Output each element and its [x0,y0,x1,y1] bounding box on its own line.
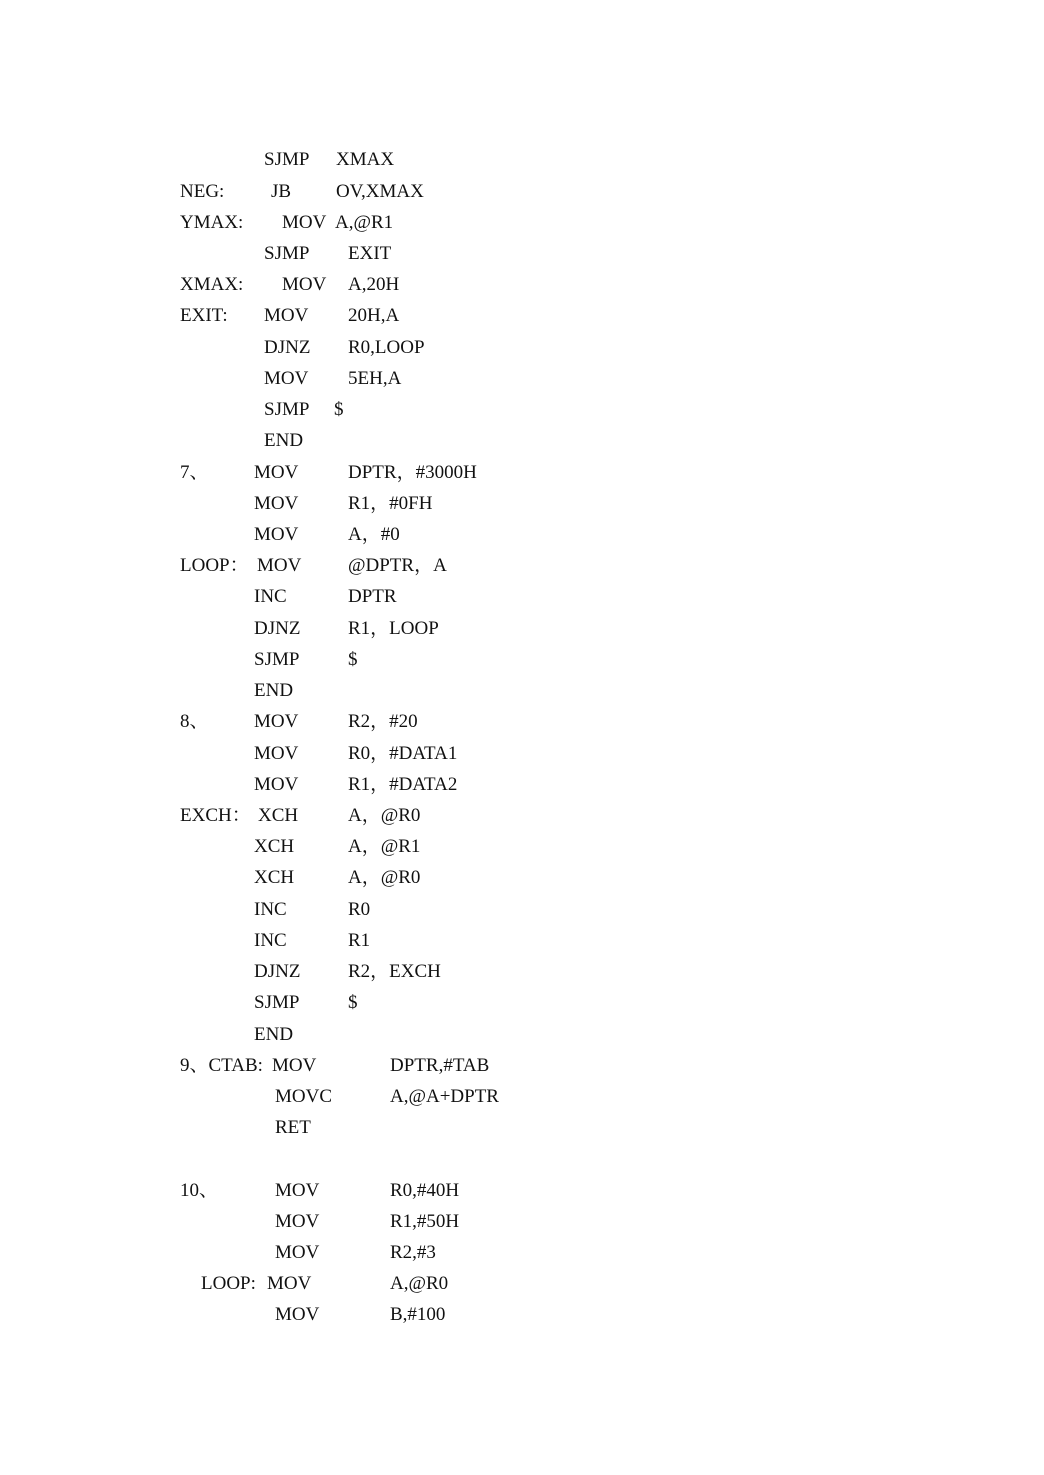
code-opcode: XCH [258,805,299,826]
code-line [0,1023,294,1047]
code-operand: R2，#20 [348,711,418,732]
code-operand: 20H,A [348,305,400,326]
code-operand: DPTR，#3000H [348,462,477,483]
code-opcode: END [254,1024,294,1045]
code-operand: R0 [348,899,371,920]
code-label: EXIT: [180,305,228,326]
code-line [0,1179,460,1203]
code-line [0,273,400,297]
code-opcode: MOV [264,305,309,326]
code-label: 9、CTAB: [180,1055,263,1076]
code-operand: B,#100 [390,1304,446,1325]
code-opcode: MOV [267,1273,312,1294]
code-opcode: MOV [254,711,299,732]
code-operand: $ [348,649,358,670]
code-operand: R1,#50H [390,1211,460,1232]
code-line [0,461,477,485]
code-line [0,991,358,1015]
code-line [0,1054,490,1078]
code-opcode: INC [254,899,287,920]
code-line [0,710,418,734]
code-operand: A，@R1 [348,836,421,857]
code-line [0,866,421,890]
code-label: 10、 [180,1180,219,1201]
code-line [0,1303,446,1327]
code-operand: EXIT [348,243,392,264]
code-operand: DPTR,#TAB [390,1055,490,1076]
code-opcode: MOVC [275,1086,333,1107]
code-operand: A,@R1 [335,212,394,233]
code-line [0,492,433,516]
code-line [0,398,344,422]
code-line [0,1241,436,1265]
code-line [0,929,371,953]
code-opcode: MOV [254,462,299,483]
code-line [0,211,394,235]
code-opcode: MOV [254,524,299,545]
code-label: YMAX: [180,212,244,233]
code-opcode: MOV [275,1180,320,1201]
code-operand: @DPTR，A [348,555,447,576]
code-operand: A，@R0 [348,805,421,826]
code-line [0,585,397,609]
code-opcode: MOV [275,1242,320,1263]
code-label: LOOP： [180,555,249,576]
code-operand: R0，#DATA1 [348,743,458,764]
code-opcode: JB [271,181,292,202]
code-line [0,742,458,766]
code-line [0,148,395,172]
code-opcode: XCH [254,867,295,888]
code-line [0,523,400,547]
code-operand: R2，EXCH [348,961,441,982]
code-label: EXCH： [180,805,251,826]
code-line [0,336,425,360]
code-line [0,180,424,204]
code-opcode: XCH [254,836,295,857]
code-opcode: MOV [272,1055,317,1076]
code-line [0,304,400,328]
code-operand: R0,#40H [390,1180,460,1201]
code-opcode: SJMP [264,243,310,264]
code-line [0,804,421,828]
code-opcode: RET [275,1117,311,1138]
code-operand: A,20H [348,274,400,295]
code-line [0,429,304,453]
code-label: 8、 [180,711,209,732]
code-operand: A,@R0 [390,1273,449,1294]
code-operand: $ [334,399,344,420]
code-opcode: INC [254,930,287,951]
code-operand: R2,#3 [390,1242,436,1263]
code-opcode: MOV [282,212,327,233]
code-opcode: MOV [264,368,309,389]
code-opcode: MOV [257,555,302,576]
code-line [0,1085,499,1109]
code-opcode: SJMP [264,399,310,420]
code-operand: R1，#DATA2 [348,774,458,795]
code-operand: R1，#0FH [348,493,433,514]
code-opcode: SJMP [254,649,300,670]
code-line [0,835,421,859]
code-label: XMAX: [180,274,244,295]
code-opcode: DJNZ [254,961,301,982]
code-label: NEG: [180,181,225,202]
code-operand: $ [348,992,358,1013]
code-operand: R1，LOOP [348,618,439,639]
code-opcode: END [264,430,304,451]
code-operand: DPTR [348,586,397,607]
code-operand: A,@A+DPTR [390,1086,499,1107]
code-opcode: MOV [254,774,299,795]
code-opcode: DJNZ [254,618,301,639]
code-line [0,1116,311,1140]
code-opcode: MOV [282,274,327,295]
code-opcode: END [254,680,294,701]
code-line [0,554,447,578]
code-line [0,960,441,984]
code-label: 7、 [180,462,209,483]
code-opcode: SJMP [254,992,300,1013]
code-operand: 5EH,A [348,368,402,389]
code-line [0,648,358,672]
code-operand: A，#0 [348,524,400,545]
code-opcode: INC [254,586,287,607]
code-line [0,367,402,391]
code-opcode: MOV [275,1304,320,1325]
code-opcode: DJNZ [264,337,311,358]
code-operand: R0,LOOP [348,337,425,358]
code-line [0,679,294,703]
code-opcode: MOV [254,743,299,764]
code-line [0,898,371,922]
code-line [0,773,458,797]
code-label: LOOP: [201,1273,256,1294]
code-operand: OV,XMAX [336,181,424,202]
code-opcode: SJMP [264,149,310,170]
code-line [0,242,392,266]
code-operand: XMAX [336,149,395,170]
code-line [0,1210,460,1234]
code-opcode: MOV [254,493,299,514]
code-line [0,1272,449,1296]
code-line [0,617,439,641]
code-operand: A，@R0 [348,867,421,888]
code-operand: R1 [348,930,371,951]
code-opcode: MOV [275,1211,320,1232]
